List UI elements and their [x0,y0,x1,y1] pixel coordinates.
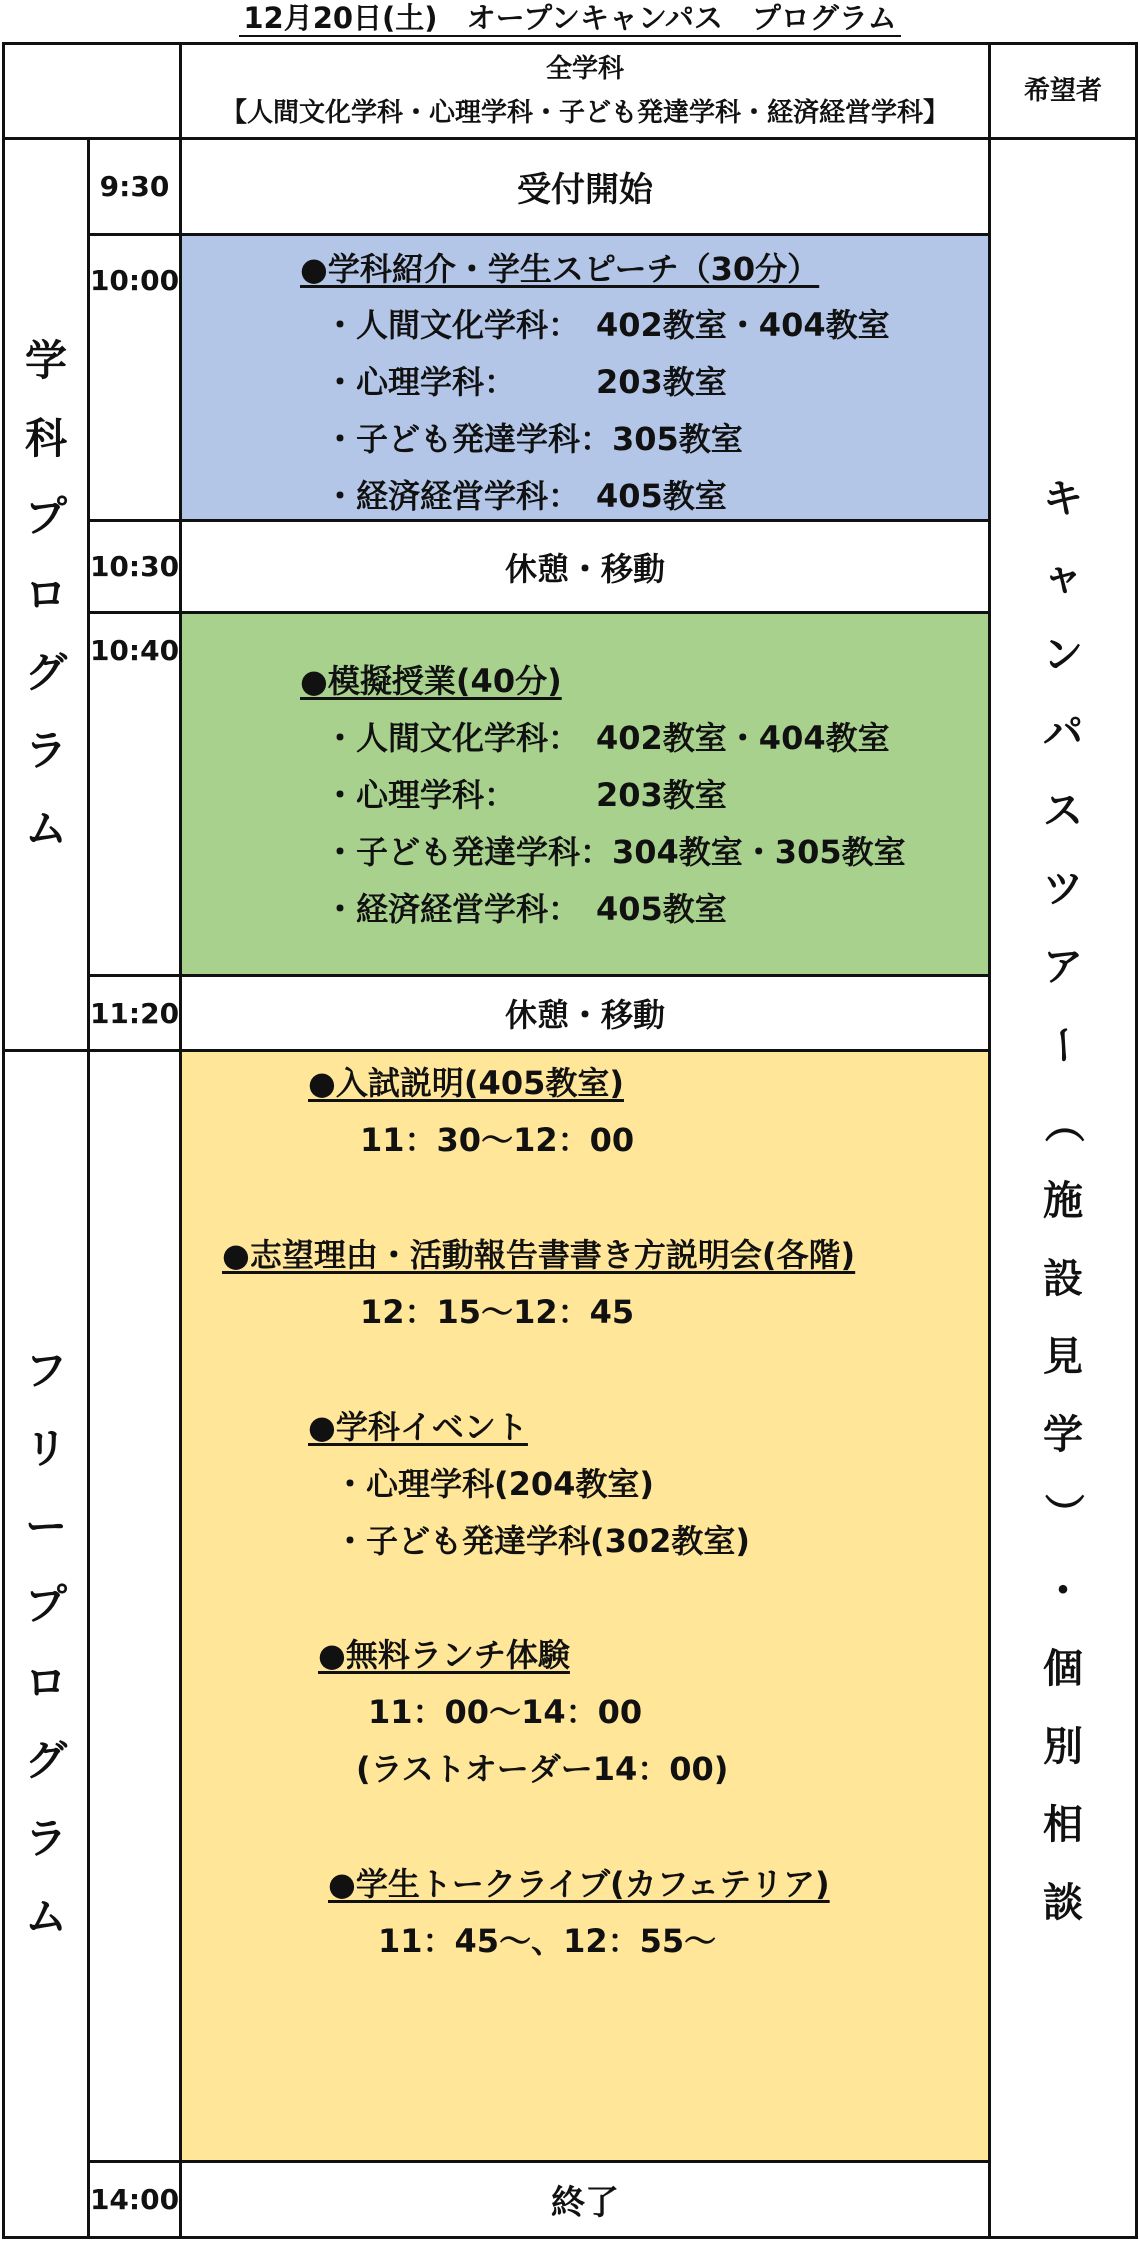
mock-class-item: ・子ども発達学科：304教室・305教室 [324,833,906,871]
section-dept-program [2,137,90,1052]
time-cell-1000 [87,233,182,522]
time-label: 10:40 [89,634,180,667]
break-label: 休憩・移動 [504,549,665,588]
time-cell-1120 [87,974,182,1052]
time-cell-1030 [87,519,182,614]
mock-class-item: ・経済経営学科： 405教室 [324,890,727,928]
mock-class-item: ・人間文化学科： 402教室・404教室 [324,719,890,757]
time-label: 10:30 [89,550,180,583]
campus-tour-cell [988,137,1138,2239]
talk-live-heading: ●学生トークライブ(カフェテリア) [328,1865,830,1903]
time-cell-1400 [87,2160,182,2239]
time-label: 10:00 [89,264,180,297]
mock-class-item: ・心理学科： 203教室 [324,776,727,814]
campus-tour-label: キ ャ ン パ ス ツ ア ー （ 施 設 見 学 ） ・ 個 別 相 談 [1040,476,1086,1926]
time-cell-free [87,1049,182,2163]
free-program-block [179,1049,991,2163]
dept-intro-item: ・経済経営学科： 405教室 [324,477,727,515]
dept-intro-heading: ●学科紹介・学生スピーチ（30分） [300,250,820,288]
dept-intro-item: ・心理学科： 203教室 [324,363,727,401]
break-label: 休憩・移動 [504,996,665,1034]
dept-event-item: ・心理学科(204教室) [334,1465,655,1503]
break-cell-2 [179,974,991,1052]
section-dept-program-label: 学科プログラム [25,335,68,853]
break-cell-1 [179,519,991,614]
dept-event-item: ・子ども発達学科(302教室) [334,1522,751,1560]
dept-intro-item: ・人間文化学科： 402教室・404教室 [324,306,890,344]
dept-event-heading: ●学科イベント [308,1408,528,1446]
time-cell-0930 [87,137,182,236]
section-free-program [2,1049,90,2239]
essay-session-time: 12：15～12：45 [360,1293,635,1331]
time-cell-1040 [87,611,182,977]
lunch-time: 11：00～14：00 [368,1693,643,1731]
time-label: 9:30 [99,170,170,203]
section-free-program-label: フリープログラム [25,1346,68,1941]
reception-label: 受付開始 [517,170,653,210]
header-corner-cell [2,42,182,140]
header-all-depts: 全学科 [545,54,624,84]
dept-intro-block [179,233,991,522]
lunch-note: (ラストオーダー14：00) [356,1750,729,1788]
exam-info-time: 11：30～12：00 [360,1121,635,1159]
reception-cell [179,137,991,236]
dept-intro-item: ・子ども発達学科：305教室 [324,420,743,458]
mock-class-heading: ●模擬授業(40分) [300,662,562,700]
time-label: 14:00 [89,2183,180,2216]
header-dept-list: 【人間文化学科・心理学科・子ども発達学科・経済経営学科】 [220,98,949,128]
essay-session-heading: ●志望理由・活動報告書書き方説明会(各階) [222,1236,856,1274]
header-applicants: 希望者 [1023,76,1102,106]
time-label: 11:20 [89,996,180,1030]
mock-class-block [179,611,991,977]
talk-live-time: 11：45～、12：55～ [378,1922,717,1960]
end-cell [179,2160,991,2239]
exam-info-heading: ●入試説明(405教室) [308,1064,624,1102]
page-title: 12月20日(土) オープンキャンパス プログラム [0,0,1140,40]
header-all-depts-cell [179,42,991,140]
end-label: 終了 [551,2183,619,2223]
header-applicants-cell [988,42,1138,140]
lunch-heading: ●無料ランチ体験 [318,1636,570,1674]
